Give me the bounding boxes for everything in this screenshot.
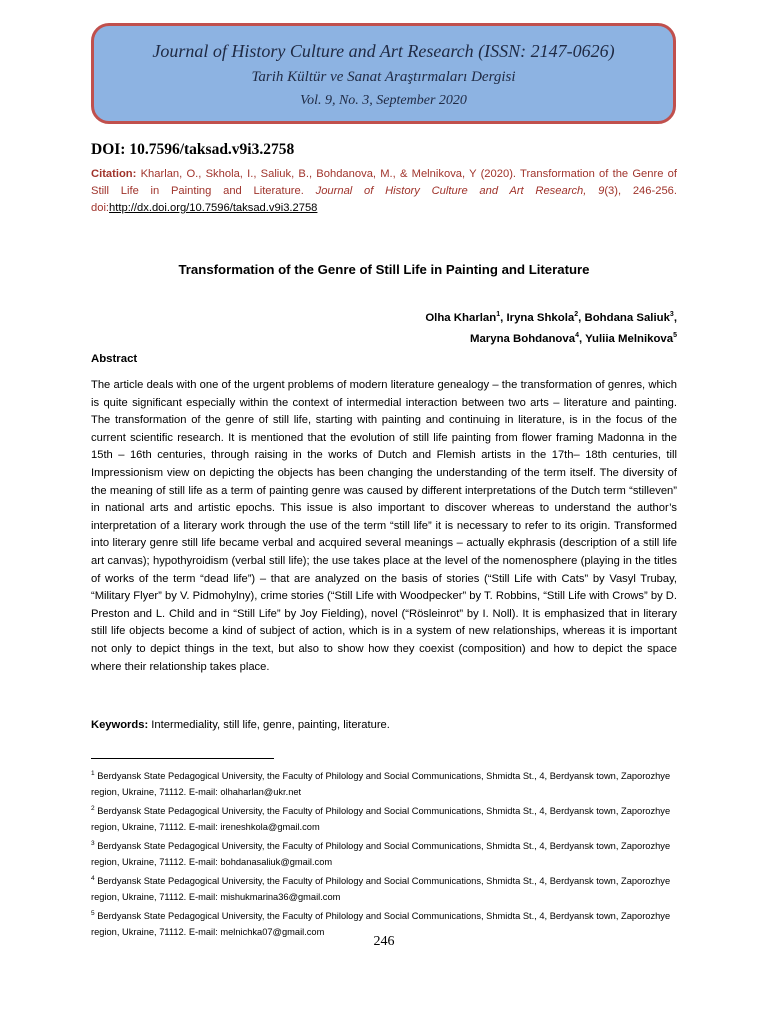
footnote-number: 3 [91, 840, 95, 848]
journal-subtitle: Tarih Kültür ve Sanat Araştırmaları Dergisi [251, 69, 516, 85]
footnotes [91, 766, 677, 941]
footnote-number: 5 [91, 910, 95, 918]
footnote [91, 801, 677, 835]
footnote-number: 2 [91, 805, 95, 813]
author-footnote-marker: 4 [575, 331, 579, 339]
footnote-number: 1 [91, 770, 95, 777]
journal-header-box [91, 23, 676, 124]
author-footnote-marker: 3 [669, 311, 674, 318]
keywords-text: Intermediality, still life, genre, painting, literature. [148, 719, 390, 731]
keywords [91, 719, 390, 731]
footnote-divider [91, 758, 274, 759]
author-name: Bohdana Saliuk [584, 311, 670, 324]
author-footnote-marker: 1 [496, 311, 501, 318]
abstract-heading: Abstract [91, 353, 138, 365]
author-separator: , [578, 311, 585, 324]
authors-line-1 [425, 306, 677, 327]
page-number: 246 [373, 934, 395, 949]
footnote-text: Berdyansk State Pedagogical University, the Faculty of Philology and Social Communications, Shmidta St., 4, Berdyansk town, Zaporozhye region, Ukraine, 71112. E-mail: mishukmarina36@gmail.com [91, 876, 671, 902]
doi: DOI: 10.7596/taksad.v9i3.2758 [91, 141, 295, 158]
author-separator: , [500, 311, 507, 324]
author-name: Olha Kharlan [425, 311, 497, 324]
author-separator: , [578, 332, 586, 345]
footnote-text: Berdyansk State Pedagogical University, the Faculty of Philology and Social Communications, Shmidta St., 4, Berdyansk town, Zaporozhye region, Ukraine, 71112. E-mail: melnichka07@gmail.com [91, 911, 671, 937]
author-name: Maryna Bohdanova [469, 332, 576, 345]
authors [425, 306, 677, 348]
author-separator: , [673, 311, 677, 324]
footnote [91, 871, 677, 905]
footnote-text: Berdyansk State Pedagogical University, the Faculty of Philology and Social Communications, Shmidta St., 4, Berdyansk town, Zaporozhye region, Ukraine, 71112. E-mail: ireneshkola@gmail.com [91, 806, 671, 832]
footnote-text: Berdyansk State Pedagogical University, the Faculty of Philology and Social Communications, Shmidta St., 4, Berdyansk town, Zaporozhye region, Ukraine, 71112. E-mail: olhaharlan@ukr.net [91, 771, 671, 797]
citation-label: Citation: [91, 168, 137, 180]
author-footnote-marker: 2 [574, 311, 579, 318]
paper-title: Transformation of the Genre of Still Life in Painting and Literature [178, 262, 590, 277]
footnote [91, 766, 677, 800]
abstract-body: The article deals with one of the urgent problems of modern literature genealogy – the transformation of genres, which is quite significant especially within the context of intermedial interaction between two arts – literature and painting. The transformation of the genre of still life, starting with painting and continuing in literature, is in the focus of the current scientific research. It is mentioned that the evolution of still life painting from flower framing Madonna in the 15th – 16th centuries, through raising in the works of Dutch and Flemish artists in the 17th– 18th centuries, till Impressionism view on depicting the objects has been changing the understanding of the term itself. The diversity of the meaning of still life as a term of painting genre was caused by different interpretations of the Dutch term “stilleven” in national arts and artistic epochs. This issue is also important to discover whereas to understand the author’s interpretation of a literary work through the use of the term “still life” it is necessary to refer to its origin. Transformed into literary genre still life became verbal and acquired several meanings – actually ekphrasis (description of a still life art canvas); hypothyroidism (verbal still life); the use takes place at the level of the nomenosphere (playing in the titles of works of the term “dead life”) – that are analyzed on the basis of stories (“Still Life with Cats” by Vasyl Trubay, “Military Flyer” by V. Pidmohylny), crime stories (“Still Life with Woodpecker” by T. Robbins, “Still Life with Crows” by D. Preston and L. Child and in “Still Life” by Joy Fielding), novel (“Rösleinrot” by I. Noll). It is emphasized that in literary still life objects become a kind of subject of action, which is in a system of new relationships, whereas it is important not only to depict things in the text, but also to show how they coexist (composition) and how to depict the space where their relationship takes place. [91, 379, 677, 673]
doi-link[interactable]: http://dx.doi.org/10.7596/taksad.v9i3.2758 [109, 202, 318, 214]
author-name: Yuliia Melnikova [585, 332, 674, 345]
journal-title: Journal of History Culture and Art Research (ISSN: 2147-0626) [152, 41, 615, 61]
citation [91, 166, 677, 217]
journal-volume: Vol. 9, No. 3, September 2020 [300, 93, 467, 108]
citation-text: Kharlan, O., Skhola, I., Saliuk, B., Bohdanova, M., & Melnikova, Y (2020). Transformation of the Genre of Still Life in Painting and Literature. [91, 168, 677, 197]
footnote-text: Berdyansk State Pedagogical University, the Faculty of Philology and Social Communications, Shmidta St., 4, Berdyansk town, Zaporozhye region, Ukraine, 71112. E-mail: bohdanasaliuk@gmail.com [91, 841, 671, 867]
citation-journal: Journal of History Culture and Art Research, 9 [315, 185, 605, 197]
footnote [91, 836, 677, 870]
author-name: Iryna Shkola [506, 311, 575, 324]
citation-issue-pages: (3), 246-256. doi: [91, 185, 677, 214]
keywords-label: Keywords: [91, 719, 149, 731]
footnote-number: 4 [91, 875, 95, 883]
authors-line-2 [425, 327, 677, 348]
author-footnote-marker: 5 [673, 331, 677, 339]
